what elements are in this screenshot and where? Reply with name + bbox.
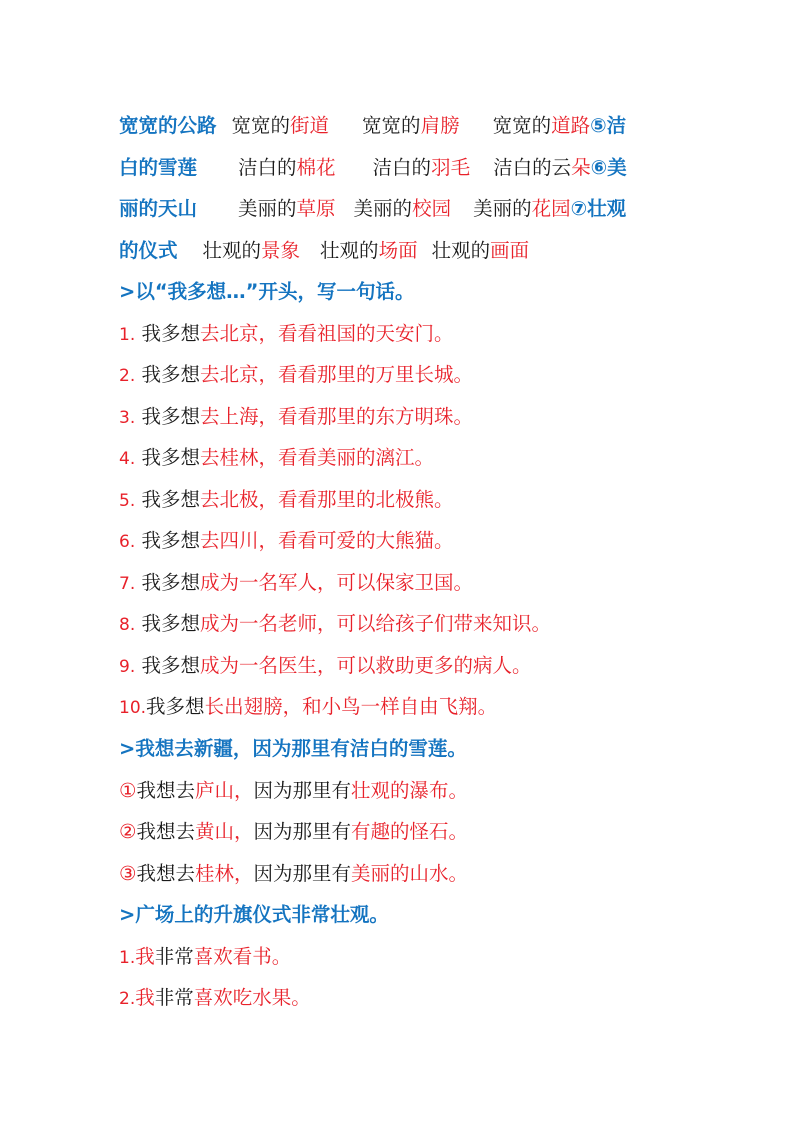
phrase-word: 道路 [551,114,591,137]
phrase-prefix: 壮观的 [202,238,262,262]
sentence-answer: 喜欢看书。 [193,944,292,968]
sentence-item [119,770,679,812]
sentence-item [119,977,679,1019]
comma: ， [234,861,254,885]
section-heading: >我想去新疆，因为那里有洁白的雪莲。 [119,737,467,760]
word-pairs-section [119,105,679,271]
phrase-prefix: 宽宽的 [492,114,552,137]
sentence-prefix: 我多想 [141,570,200,594]
phrase-prefix: 宽宽的 [231,114,291,137]
item-number: 6. [119,532,136,552]
sentence-item [119,936,679,978]
sentence-answer: 美丽的山水。 [351,861,469,885]
sentence-prefix: 我多想 [141,321,200,345]
sentence-prefix: 非常 [154,986,194,1009]
item-number: 5. [119,490,136,511]
sentence-prefix: 非常 [154,944,194,968]
item-number: 1. [119,324,136,345]
sentence-answer: 庐山 [195,778,235,802]
phrase-prefix: 壮观的 [431,238,491,262]
phrase-word: 棉花 [296,155,336,179]
item-number: ② [119,820,137,843]
sentence-item [119,354,679,396]
comma: ， [234,778,254,802]
sentence-answer: 喜欢吃水果。 [193,986,311,1009]
sentence-item [119,520,679,562]
phrase-word: 花园 [531,197,571,220]
word-pair-line-2 [119,147,679,189]
word-pair-line-4 [119,230,679,272]
sentence-prefix: 我多想 [141,487,200,511]
phrase-heading: ⑦壮观 [570,197,627,220]
phrase-prefix: 美丽的 [353,197,413,220]
sentence-answer: 去上海，看看那里的东方明珠。 [199,404,473,428]
sentence-item [119,396,679,438]
phrase-prefix: 洁白的云 [493,155,572,179]
item-number: ③ [119,861,137,885]
phrase-heading: 宽宽的公路 [119,114,217,137]
sentence-prefix: 我多想 [141,612,200,635]
item-number: 9. [119,656,136,677]
sentence-item [119,686,679,728]
sentence-answer: 成为一名军人，可以保家卫国。 [199,570,473,594]
item-number: 1. [119,947,136,968]
sentence-section-3 [119,894,679,1019]
sentence-answer: 去桂林，看看美丽的漓江。 [199,446,434,469]
sentence-prefix: 我多想 [141,404,200,428]
sentence-prefix: 我想去 [136,820,195,843]
phrase-heading: ⑤洁 [590,114,627,137]
sentence-middle: 因为那里有 [253,861,352,885]
word-pair-line-1 [119,105,679,147]
sentence-answer: 有趣的怪石。 [351,820,469,843]
sentence-answer: 黄山 [195,820,235,843]
phrase-prefix: 壮观的 [320,238,379,262]
section-heading: >广场上的升旗仪式非常壮观。 [119,903,389,926]
item-number: 2. [119,366,136,386]
phrase-word: 羽毛 [431,155,471,179]
sentence-item [119,603,679,645]
item-number: 4. [119,449,136,469]
phrase-prefix: 洁白的 [372,155,432,179]
phrase-word: 景象 [261,238,301,262]
sentence-subject: 我 [135,986,155,1009]
item-number: 3. [119,407,136,428]
phrase-word: 肩膀 [420,114,460,137]
phrase-heading: 的仪式 [119,238,178,262]
sentence-answer: 成为一名老师，可以给孩子们带来知识。 [199,612,551,635]
phrase-word: 朵 [571,155,591,179]
item-number: 8. [119,615,136,635]
phrase-heading: 丽的天山 [119,197,198,220]
sentence-answer: 桂林 [195,861,235,885]
sentence-answer: 去北极，看看那里的北极熊。 [199,487,454,511]
phrase-prefix: 宽宽的 [362,114,421,137]
phrase-heading: ⑥美 [590,155,627,179]
word-pair-line-3 [119,188,679,230]
phrase-word: 校园 [412,197,452,220]
sentence-middle: 因为那里有 [253,820,352,843]
phrase-word: 草原 [296,197,336,220]
sentence-answer: 壮观的瀑布。 [351,778,469,802]
sentence-answer: 长出翅膀，和小鸟一样自由飞翔。 [204,695,498,718]
sentence-answer: 去北京，看看那里的万里长城。 [199,363,473,386]
item-number: 7. [119,573,136,594]
sentence-answer: 去北京，看看祖国的天安门。 [199,321,454,345]
sentence-prefix: 我多想 [141,446,200,469]
phrase-heading: 白的雪莲 [119,155,198,179]
item-number: 10. [119,698,147,718]
sentence-section-2 [119,728,679,894]
sentence-item [119,313,679,355]
sentence-prefix: 我多想 [141,363,200,386]
sentence-middle: 因为那里有 [253,778,352,802]
sentence-item [119,479,679,521]
sentence-section-1 [119,271,679,728]
sentence-answer: 成为一名医生，可以救助更多的病人。 [199,653,532,677]
sentence-item [119,645,679,687]
sentence-item [119,562,679,604]
phrase-word: 场面 [378,238,418,262]
sentence-prefix: 我多想 [141,529,200,552]
item-number: ① [119,778,137,802]
phrase-prefix: 美丽的 [473,197,532,220]
item-number: 2. [119,989,136,1009]
sentence-item [119,853,679,895]
sentence-item [119,811,679,853]
sentence-prefix: 我想去 [136,861,195,885]
phrase-prefix: 美丽的 [238,197,297,220]
section-heading: >以“我多想…”开头，写一句话。 [119,280,415,303]
sentence-prefix: 我多想 [141,653,200,677]
phrase-prefix: 洁白的 [238,155,297,179]
sentence-prefix: 我想去 [136,778,195,802]
comma: ， [234,820,254,843]
sentence-item [119,437,679,479]
phrase-word: 画面 [490,238,530,262]
sentence-answer: 去四川，看看可爱的大熊猫。 [199,529,454,552]
sentence-prefix: 我多想 [146,695,205,718]
phrase-word: 街道 [290,114,330,137]
sentence-subject: 我 [135,944,155,968]
